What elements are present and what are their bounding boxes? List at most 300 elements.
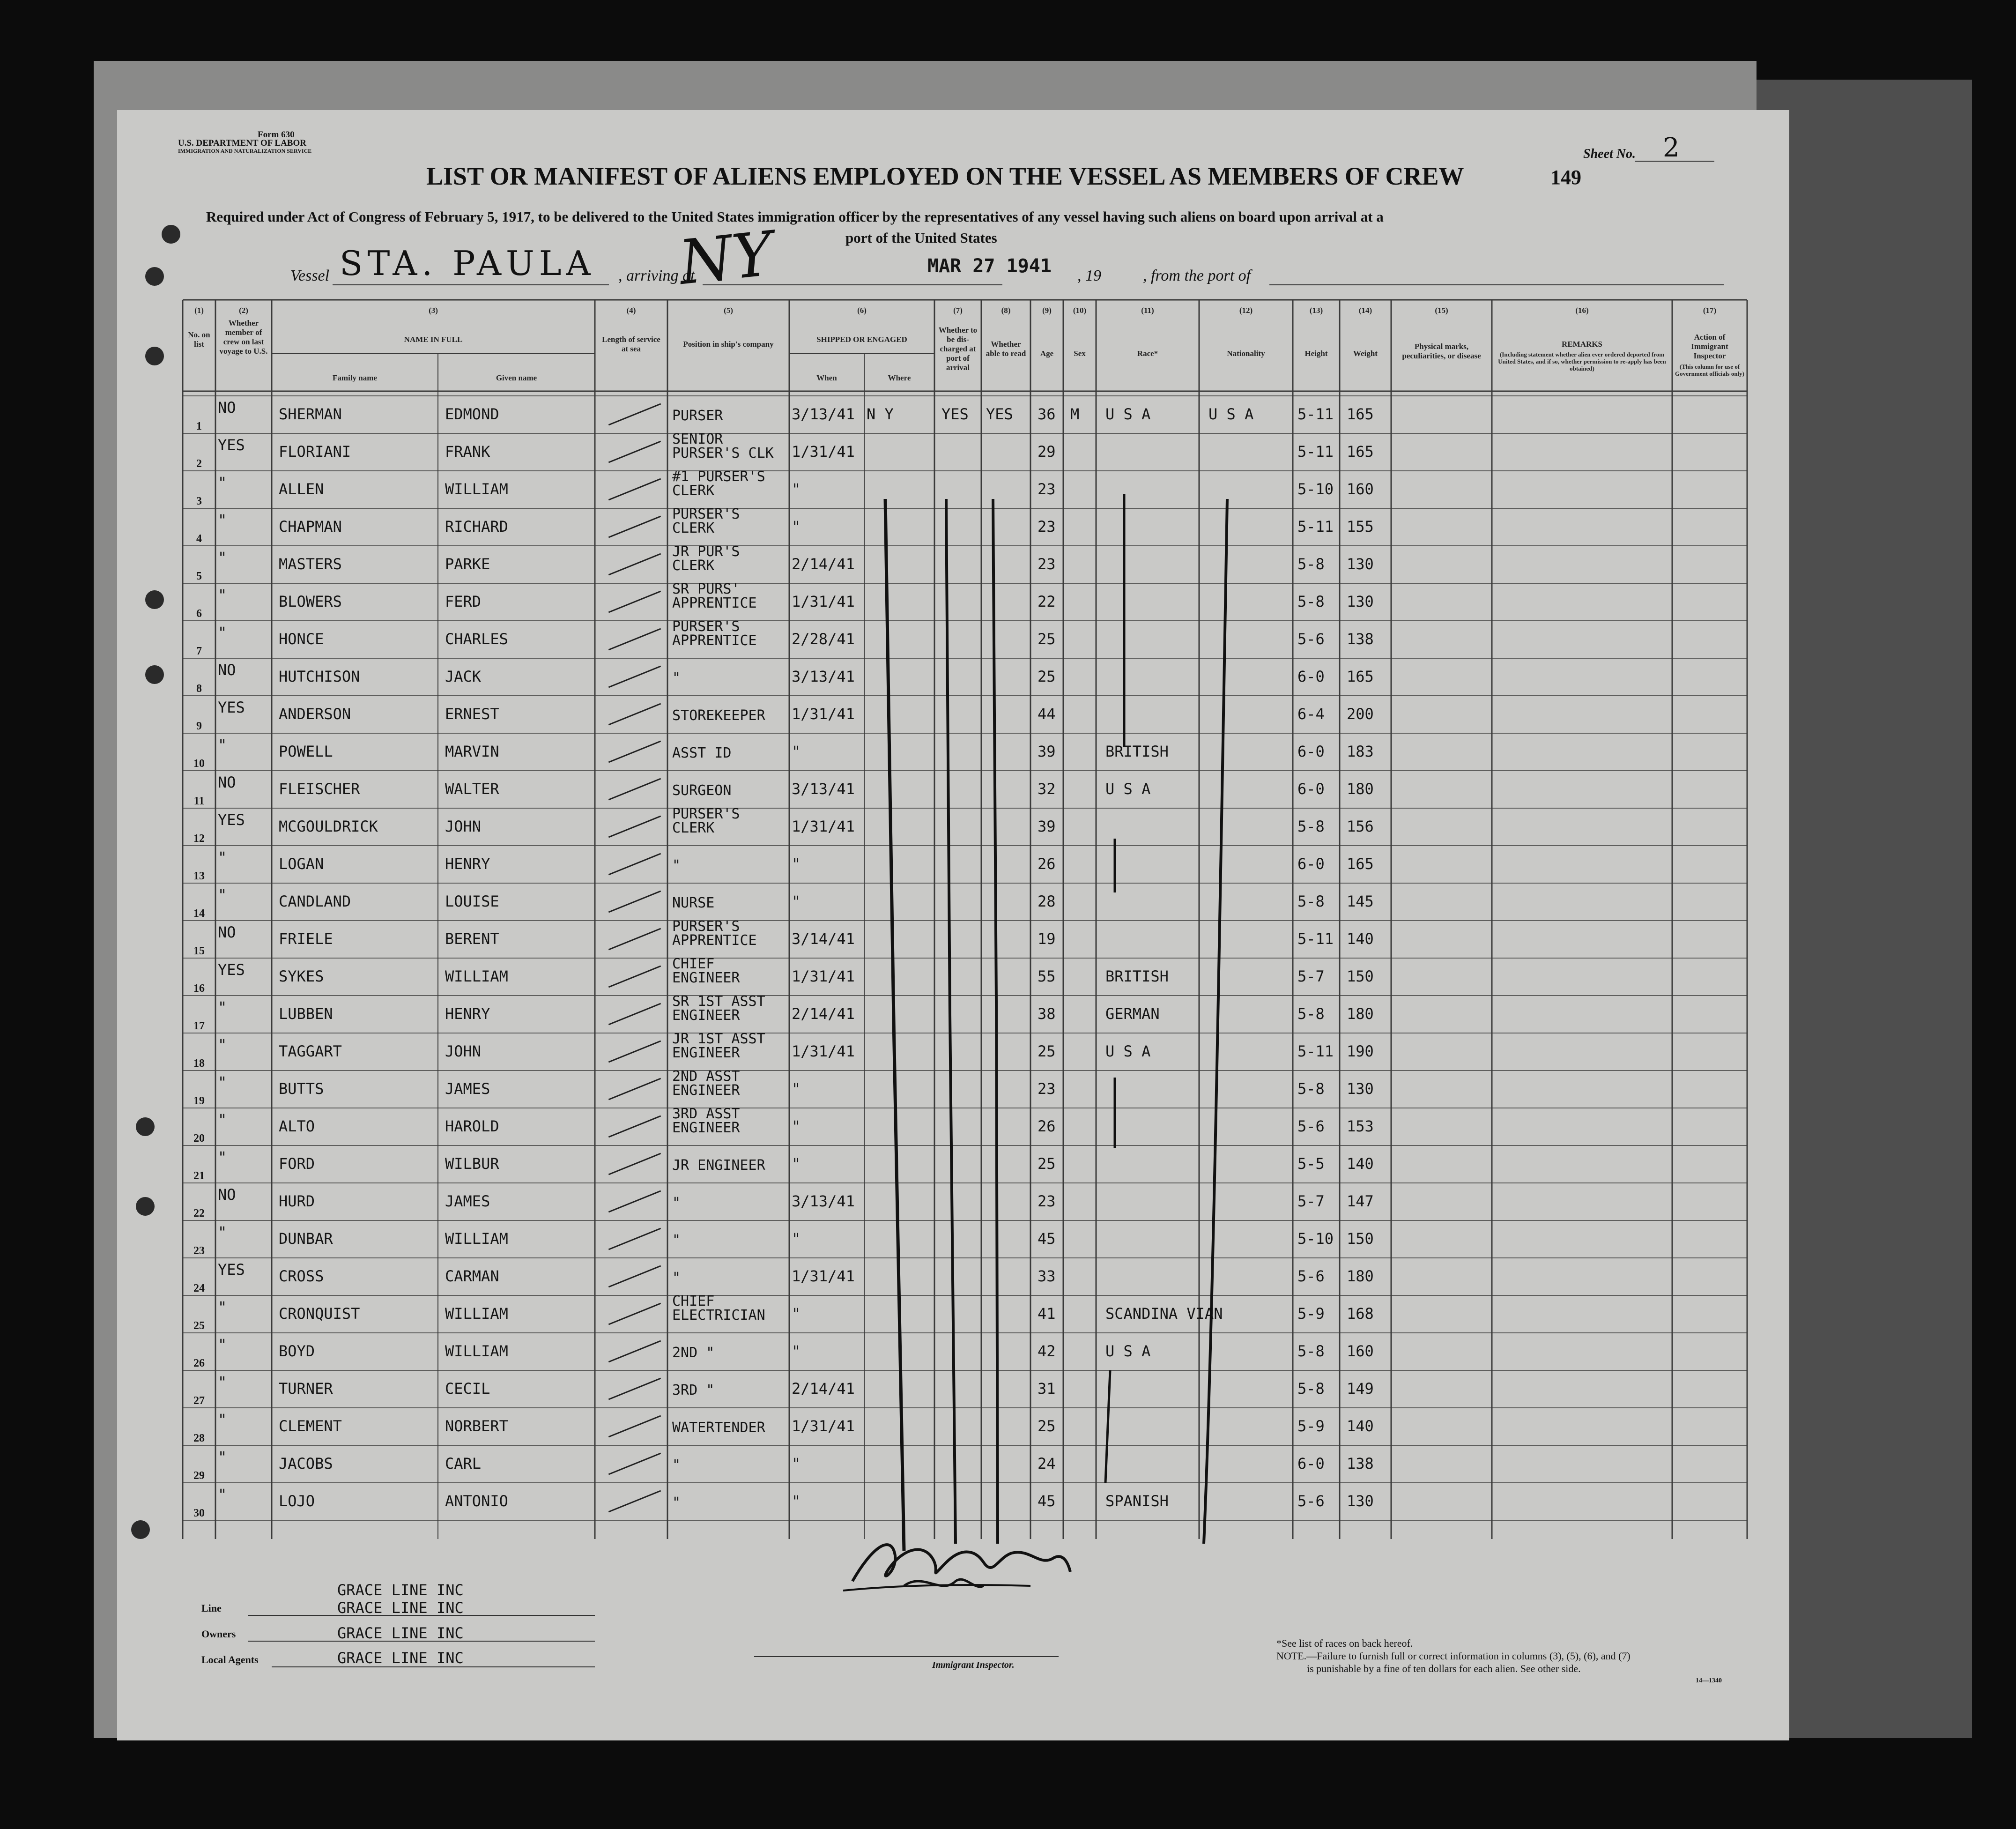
row-no: 4	[196, 533, 202, 545]
row-wt: 165	[1347, 443, 1374, 461]
form-code: 14—1340	[1696, 1677, 1722, 1684]
row-when: 1/31/41	[792, 818, 855, 835]
row-no: 8	[196, 683, 202, 695]
row-ht: 5-8	[1297, 593, 1325, 610]
row-given: HAROLD	[445, 1117, 499, 1135]
row-pos2: CLERK	[672, 520, 715, 536]
row-pos2: APPRENTICE	[672, 595, 757, 611]
row-pos2: "	[672, 1457, 681, 1473]
row-pos2: APPRENTICE	[672, 932, 757, 949]
row-last: "	[218, 1111, 227, 1129]
row-age: 29	[1038, 443, 1056, 461]
row-no: 29	[193, 1470, 205, 1482]
row-pos2: "	[672, 1494, 681, 1511]
footer-line-label: Line	[201, 1602, 222, 1614]
footer-agents-label: Local Agents	[201, 1654, 259, 1665]
row-given: MARVIN	[445, 743, 499, 760]
row-ht: 5-8	[1297, 1342, 1325, 1360]
col-num: (15)	[1435, 306, 1448, 315]
row-when: 2/14/41	[792, 555, 855, 573]
row-pos1: PURSER'S	[672, 506, 740, 522]
row-given: EDMOND	[445, 405, 499, 423]
col-num: (7)	[953, 306, 963, 315]
row-no: 6	[196, 608, 202, 620]
row-no: 3	[196, 495, 202, 507]
row-last: "	[218, 474, 227, 491]
col-num: (12)	[1239, 306, 1253, 315]
row-given: BERENT	[445, 930, 499, 948]
row-last: "	[218, 886, 227, 904]
row-ht: 5-11	[1297, 405, 1334, 423]
inspector-label: Immigrant Inspector.	[932, 1660, 1015, 1670]
row-last: "	[218, 1148, 227, 1166]
row-race: U S A	[1105, 1342, 1151, 1360]
row-last: NO	[218, 1186, 236, 1204]
row-last: "	[218, 1298, 227, 1316]
row-no: 25	[193, 1320, 205, 1332]
handwritten-ditto-lines	[117, 110, 1789, 1740]
col-head-no: No. on list	[188, 330, 210, 349]
footer-agents-value: GRACE LINE INC	[337, 1649, 464, 1667]
row-when: 1/31/41	[792, 1267, 855, 1285]
row-family: SHERMAN	[279, 405, 342, 423]
row-when: 3/13/41	[792, 405, 855, 423]
row-ht: 5-11	[1297, 443, 1334, 461]
row-when: 2/14/41	[792, 1005, 855, 1023]
col-head-when: When	[816, 373, 837, 382]
arriving-label: , arriving at	[618, 267, 695, 284]
row-family: HURD	[279, 1192, 315, 1210]
row-ht: 5-6	[1297, 1267, 1325, 1285]
row-age: 23	[1038, 555, 1056, 573]
row-when: "	[792, 855, 801, 873]
inspector-line	[754, 1656, 1059, 1657]
row-given: LOUISE	[445, 892, 499, 910]
row-wt: 130	[1347, 555, 1374, 573]
row-ht: 5-9	[1297, 1417, 1325, 1435]
col-head-discharged: Whether to be dis-charged at port of arrival	[938, 326, 978, 372]
row-given: JACK	[445, 668, 482, 685]
row-last: "	[218, 1448, 227, 1466]
col-num: (5)	[724, 306, 733, 315]
row-wt: 140	[1347, 930, 1374, 948]
row-wt: 149	[1347, 1380, 1374, 1398]
col-num: (9)	[1042, 306, 1052, 315]
row-ht: 6-0	[1297, 780, 1325, 798]
row-no: 5	[196, 570, 202, 582]
row-age: 23	[1038, 480, 1056, 498]
row-age: 31	[1038, 1380, 1056, 1398]
row-race: SCANDINA VIAN	[1105, 1305, 1223, 1323]
row-when: 2/14/41	[792, 1380, 855, 1398]
col-num: (2)	[239, 306, 248, 315]
row-given: CARL	[445, 1455, 482, 1472]
row-age: 25	[1038, 1417, 1056, 1435]
row-age: 23	[1038, 518, 1056, 535]
row-given: FERD	[445, 593, 482, 610]
row-ht: 6-0	[1297, 743, 1325, 760]
row-race: U S A	[1105, 1042, 1151, 1060]
row-ht: 6-4	[1297, 705, 1325, 723]
row-last: "	[218, 1036, 227, 1054]
row-pos2: APPRENTICE	[672, 632, 757, 649]
row-given: WILBUR	[445, 1155, 499, 1173]
row-age: 24	[1038, 1455, 1056, 1472]
row-age: 39	[1038, 743, 1056, 760]
row-given: WILLIAM	[445, 480, 508, 498]
page-number: 149	[1550, 166, 1581, 189]
row-given: WILLIAM	[445, 1305, 508, 1323]
row-age: 19	[1038, 930, 1056, 948]
col-head-family: Family name	[333, 373, 377, 382]
row-wt: 150	[1347, 1230, 1374, 1248]
manifest-sheet	[117, 110, 1789, 1740]
row-family: CLEMENT	[279, 1417, 342, 1435]
row-wt: 183	[1347, 743, 1374, 760]
row-wt: 165	[1347, 668, 1374, 685]
row-last: YES	[218, 699, 245, 716]
row-pos2: ENGINEER	[672, 970, 740, 986]
row-family: DUNBAR	[279, 1230, 333, 1248]
row-family: MASTERS	[279, 555, 342, 573]
page-title: LIST OR MANIFEST OF ALIENS EMPLOYED ON THE VESSEL AS MEMBERS OF CREW	[426, 162, 1464, 190]
row-age: 25	[1038, 1155, 1056, 1173]
row-family: CHAPMAN	[279, 518, 342, 535]
col-head-nationality: Nationality	[1227, 349, 1265, 358]
row-last: YES	[218, 1261, 245, 1279]
col-head-shipped: SHIPPED OR ENGAGED	[816, 335, 907, 344]
row-no: 2	[196, 458, 202, 470]
row-age: 25	[1038, 668, 1056, 685]
row-pos1: CHIEF	[672, 1293, 715, 1309]
row-given: WILLIAM	[445, 967, 508, 985]
row-when: 1/31/41	[792, 1042, 855, 1060]
col-head-last-voyage: Whether member of crew on last voyage to U.S.	[219, 319, 268, 356]
row-when: "	[792, 1305, 801, 1323]
row-no: 23	[193, 1245, 205, 1257]
row-pos2: CLERK	[672, 483, 715, 499]
row-family: FORD	[279, 1155, 315, 1173]
col-head-position: Position in ship's company	[683, 340, 774, 349]
row-last: YES	[218, 811, 245, 829]
row-age: 36	[1038, 405, 1056, 423]
row-ht: 6-0	[1297, 668, 1325, 685]
row-race: BRITISH	[1105, 967, 1169, 985]
row-given: JOHN	[445, 818, 482, 835]
row-given: JAMES	[445, 1080, 490, 1098]
subtitle-line-2: port of the United States	[845, 230, 997, 246]
row-ht: 5-8	[1297, 1380, 1325, 1398]
row-wt: 138	[1347, 630, 1374, 648]
department: U.S. DEPARTMENT OF LABOR	[178, 138, 306, 148]
col-head-remarks: REMARKS	[1562, 340, 1602, 349]
row-family: JACOBS	[279, 1455, 333, 1472]
row-when: 1/31/41	[792, 593, 855, 610]
row-last: YES	[218, 961, 245, 979]
row-wt: 180	[1347, 1005, 1374, 1023]
row-no: 7	[196, 645, 202, 657]
row-pos1: #1 PURSER'S	[672, 468, 765, 485]
row-no: 27	[193, 1395, 205, 1407]
row-when: "	[792, 1080, 801, 1098]
row-wt: 150	[1347, 967, 1374, 985]
row-ht: 5-10	[1297, 1230, 1334, 1248]
row-family: BLOWERS	[279, 593, 342, 610]
row-pos2: 2ND "	[672, 1345, 715, 1361]
row-family: POWELL	[279, 743, 333, 760]
row-ht: 5-8	[1297, 555, 1325, 573]
row-pos2: ENGINEER	[672, 1082, 740, 1099]
row-no: 22	[193, 1207, 205, 1219]
note-penalty-2: is punishable by a fine of ten dollars for each alien. See other side.	[1307, 1663, 1581, 1674]
row-when: 2/28/41	[792, 630, 855, 648]
row-pos2: NURSE	[672, 895, 715, 911]
row-given: PARKE	[445, 555, 490, 573]
row-race: SPANISH	[1105, 1492, 1169, 1510]
col-head-physical: Physical marks, peculiarities, or disease	[1402, 342, 1481, 360]
row-ht: 5-9	[1297, 1305, 1325, 1323]
vessel-name: STA. PAULA	[340, 244, 595, 283]
col-num: (16)	[1575, 306, 1589, 315]
row-no: 15	[193, 945, 205, 957]
row-last: YES	[218, 436, 245, 454]
row-family: SYKES	[279, 967, 324, 985]
row-no: 12	[193, 833, 205, 845]
row-given: ERNEST	[445, 705, 499, 723]
row-last: "	[218, 1411, 227, 1428]
col-head-remarks-note: (Including statement whether alien ever ordered deported from United States, and if so, whether permission to re-apply has been obtained)	[1498, 351, 1666, 372]
col-num: (3)	[429, 306, 438, 315]
row-age: 44	[1038, 705, 1056, 723]
row-age: 45	[1038, 1492, 1056, 1510]
row-age: 33	[1038, 1267, 1056, 1285]
row-family: MCGOULDRICK	[279, 818, 378, 835]
row-where: N Y	[867, 405, 894, 423]
row-family: FRIELE	[279, 930, 333, 948]
row-no: 17	[193, 1020, 205, 1032]
row-last: "	[218, 1336, 227, 1353]
col-num: (10)	[1073, 306, 1087, 315]
row-race: U S A	[1105, 405, 1151, 423]
sheet-number: 2	[1663, 133, 1680, 163]
row-pos2: ELECTRICIAN	[672, 1307, 765, 1323]
col-head-read: Whether able to read	[986, 340, 1026, 358]
col-head-length: Length of service at sea	[602, 335, 660, 353]
row-last: NO	[218, 661, 236, 679]
row-family: LUBBEN	[279, 1005, 333, 1023]
row-given: FRANK	[445, 443, 490, 461]
row-wt: 130	[1347, 1492, 1374, 1510]
row-wt: 160	[1347, 480, 1374, 498]
row-pos2: 3RD "	[672, 1382, 715, 1398]
row-family: CROSS	[279, 1267, 324, 1285]
row-wt: 155	[1347, 518, 1374, 535]
row-wt: 165	[1347, 855, 1374, 873]
col-num: (1)	[194, 306, 204, 315]
row-pos2: JR ENGINEER	[672, 1157, 765, 1174]
row-last: "	[218, 1073, 227, 1091]
row-family: LOGAN	[279, 855, 324, 873]
row-when: 1/31/41	[792, 1417, 855, 1435]
row-family: ANDERSON	[279, 705, 351, 723]
service: IMMIGRATION AND NATURALIZATION SERVICE	[178, 148, 312, 154]
col-head-race: Race*	[1137, 349, 1158, 358]
row-pos1: SR PURS'	[672, 581, 740, 597]
row-last: "	[218, 848, 227, 866]
row-when: 3/13/41	[792, 668, 855, 685]
row-last: "	[218, 998, 227, 1016]
row-wt: 138	[1347, 1455, 1374, 1472]
row-ht: 5-10	[1297, 480, 1334, 498]
row-pos2: STOREKEEPER	[672, 707, 765, 724]
col-head-age: Age	[1040, 349, 1054, 358]
row-family: CRONQUIST	[279, 1305, 360, 1323]
row-no: 21	[193, 1170, 205, 1182]
row-no: 14	[193, 907, 205, 920]
row-no: 13	[193, 870, 205, 882]
row-family: ALTO	[279, 1117, 315, 1135]
col-num: (17)	[1703, 306, 1717, 315]
col-num: (13)	[1309, 306, 1323, 315]
col-head-action: Action of Immigrant Inspector	[1691, 333, 1728, 360]
row-pos1: 3RD ASST	[672, 1106, 740, 1122]
row-wt: 145	[1347, 892, 1374, 910]
row-no: 30	[193, 1507, 205, 1519]
row-no: 24	[193, 1282, 205, 1294]
row-family: TURNER	[279, 1380, 333, 1398]
row-pos2: PURSER'S CLK	[672, 445, 774, 461]
subtitle-line-1: Required under Act of Congress of February 5, 1917, to be delivered to the United States immigration officer by the representatives of any vessel having such aliens on board upon arrival at a	[206, 208, 1384, 225]
row-ht: 5-8	[1297, 892, 1325, 910]
row-pos1: 2ND ASST	[672, 1068, 740, 1085]
row-pos1: JR 1ST ASST	[672, 1031, 765, 1047]
row-ht: 5-8	[1297, 1005, 1325, 1023]
row-wt: 165	[1347, 405, 1374, 423]
row-age: 32	[1038, 780, 1056, 798]
row-ht: 5-11	[1297, 930, 1334, 948]
row-given: CARMAN	[445, 1267, 499, 1285]
row-given: ANTONIO	[445, 1492, 508, 1510]
row-family: BUTTS	[279, 1080, 324, 1098]
row-sex: M	[1070, 405, 1080, 423]
row-last: "	[218, 586, 227, 604]
row-ht: 5-11	[1297, 1042, 1334, 1060]
row-pos2: "	[672, 1270, 681, 1286]
row-pos1: PURSER'S	[672, 918, 740, 935]
row-last: NO	[218, 399, 236, 416]
row-ht: 6-0	[1297, 855, 1325, 873]
row-wt: 156	[1347, 818, 1374, 835]
row-no: 1	[196, 420, 202, 432]
row-wt: 180	[1347, 780, 1374, 798]
row-pos1: SENIOR	[672, 431, 723, 447]
row-read: YES	[986, 405, 1013, 423]
row-ht: 5-6	[1297, 630, 1325, 648]
row-no: 10	[193, 758, 205, 770]
row-wt: 140	[1347, 1417, 1374, 1435]
row-pos2: PURSER	[672, 408, 723, 424]
inspector-signature	[834, 1516, 1077, 1609]
row-wt: 140	[1347, 1155, 1374, 1173]
col-num: (6)	[857, 306, 867, 315]
row-pos2: "	[672, 1232, 681, 1249]
col-head-where: Where	[888, 373, 911, 382]
row-pos2: "	[672, 1195, 681, 1211]
col-head-weight: Weight	[1353, 349, 1378, 358]
row-when: "	[792, 1342, 801, 1360]
row-wt: 160	[1347, 1342, 1374, 1360]
row-age: 28	[1038, 892, 1056, 910]
col-num: (4)	[626, 306, 636, 315]
note-penalty-1: NOTE.—Failure to furnish full or correct information in columns (3), (5), (6), and (7)	[1276, 1650, 1631, 1662]
col-head-height: Height	[1304, 349, 1328, 358]
row-wt: 130	[1347, 593, 1374, 610]
row-pos1: CHIEF	[672, 956, 715, 972]
row-race: U S A	[1105, 780, 1151, 798]
row-pos2: "	[672, 670, 681, 686]
row-family: HONCE	[279, 630, 324, 648]
row-age: 23	[1038, 1080, 1056, 1098]
row-family: TAGGART	[279, 1042, 342, 1060]
row-pos1: SR 1ST ASST	[672, 993, 765, 1010]
row-given: WILLIAM	[445, 1230, 508, 1248]
col-num: (11)	[1141, 306, 1154, 315]
row-pos2: WATERTENDER	[672, 1420, 765, 1436]
row-when: "	[792, 1492, 801, 1510]
row-age: 26	[1038, 1117, 1056, 1135]
row-pos1: PURSER'S	[672, 806, 740, 822]
row-wt: 147	[1347, 1192, 1374, 1210]
row-family: ALLEN	[279, 480, 324, 498]
row-wt: 190	[1347, 1042, 1374, 1060]
footer-line-value-top: GRACE LINE INC	[337, 1581, 464, 1599]
row-age: 25	[1038, 1042, 1056, 1060]
row-age: 25	[1038, 630, 1056, 648]
row-last: "	[218, 1373, 227, 1391]
row-when: "	[792, 1230, 801, 1248]
row-family: FLEISCHER	[279, 780, 360, 798]
form-number: Form 630	[258, 130, 295, 140]
row-given: WALTER	[445, 780, 499, 798]
row-last: NO	[218, 773, 236, 791]
col-head-name: NAME IN FULL	[404, 335, 463, 344]
row-ht: 5-6	[1297, 1492, 1325, 1510]
row-race: GERMAN	[1105, 1005, 1160, 1023]
col-head-action-note: (This column for use of Government officials only)	[1675, 363, 1745, 377]
row-wt: 130	[1347, 1080, 1374, 1098]
row-pos2: ASST ID	[672, 745, 732, 761]
row-no: 11	[193, 795, 205, 807]
row-age: 45	[1038, 1230, 1056, 1248]
row-race: BRITISH	[1105, 743, 1169, 760]
row-when: 3/13/41	[792, 780, 855, 798]
row-given: HENRY	[445, 855, 490, 873]
row-given: CECIL	[445, 1380, 490, 1398]
row-when: "	[792, 1455, 801, 1472]
footer-line-value: GRACE LINE INC	[337, 1599, 464, 1617]
row-ht: 5-7	[1297, 967, 1325, 985]
row-wt: 153	[1347, 1117, 1374, 1135]
row-family: HUTCHISON	[279, 668, 360, 685]
row-no: 28	[193, 1432, 205, 1444]
row-last: "	[218, 624, 227, 641]
row-when: 3/14/41	[792, 930, 855, 948]
row-family: CANDLAND	[279, 892, 351, 910]
row-given: CHARLES	[445, 630, 508, 648]
row-last: "	[218, 1486, 227, 1503]
row-pos1: JR PUR'S	[672, 543, 740, 560]
row-when: "	[792, 1117, 801, 1135]
